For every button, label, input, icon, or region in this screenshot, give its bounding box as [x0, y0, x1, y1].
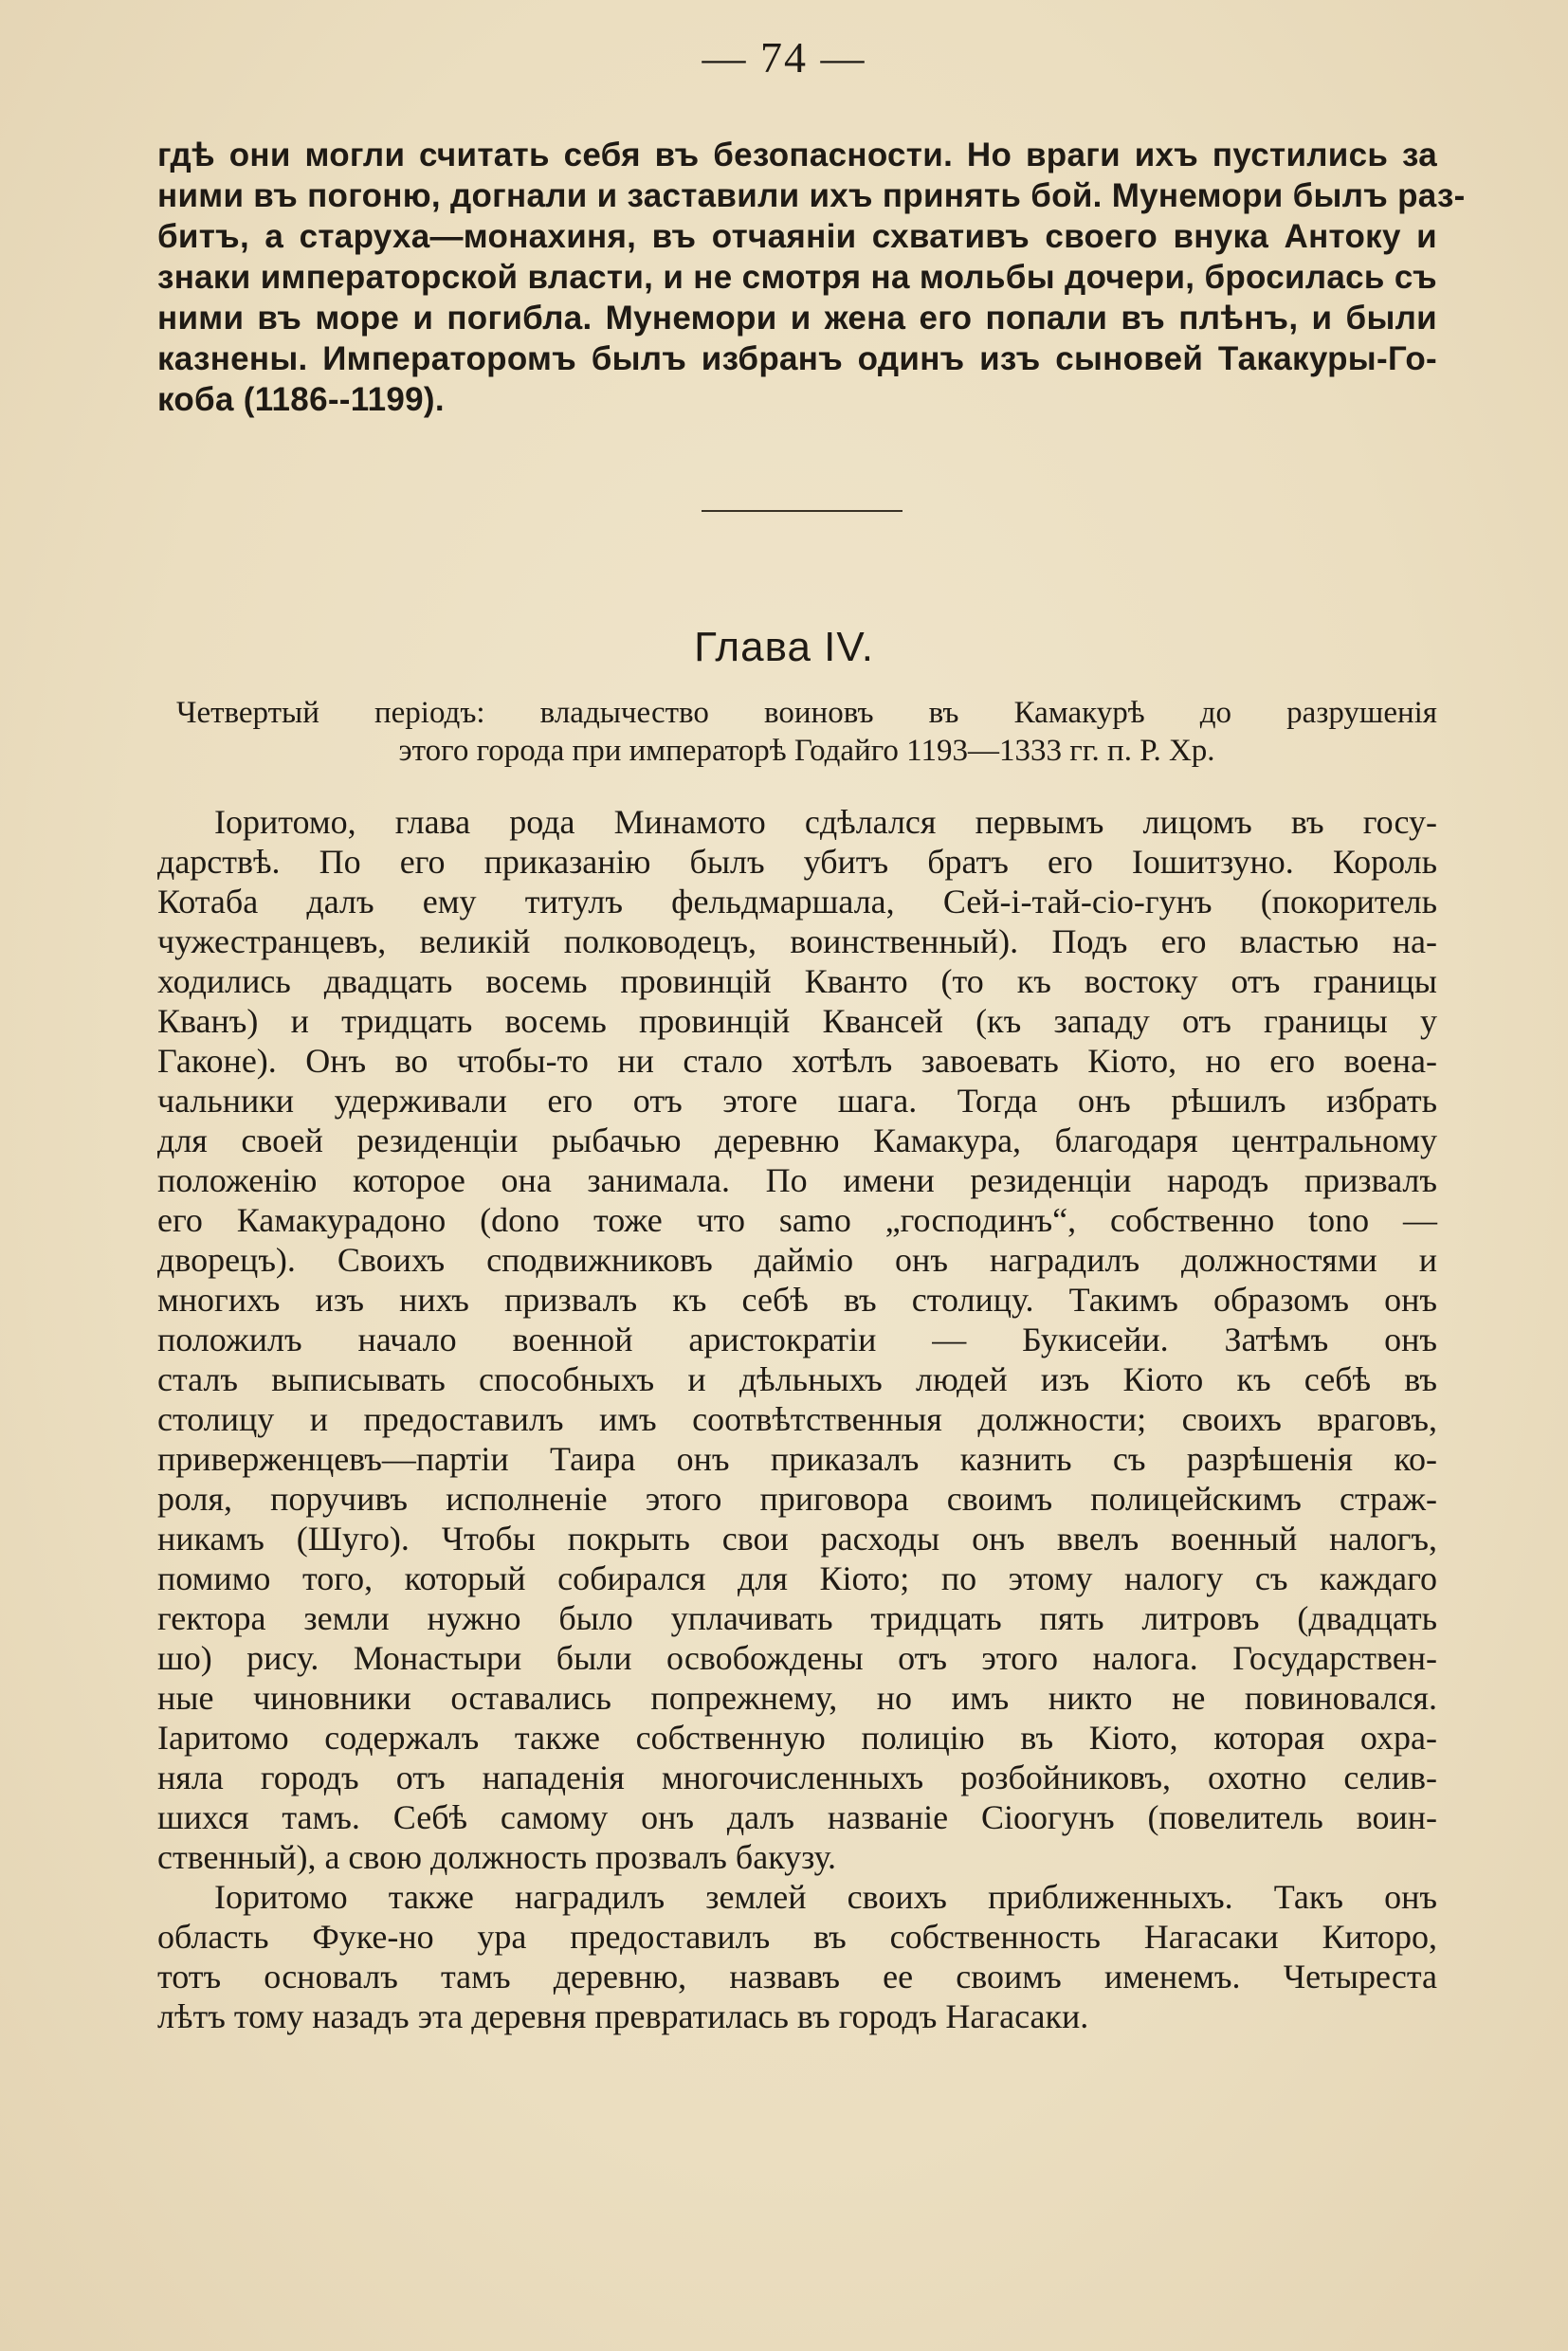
text-line: гектора земли нужно было уплачивать тридцать пять литровъ (двадцать	[157, 1599, 1437, 1637]
subtitle-line: этого города при императорѣ Годайго 1193—1333 гг. п. Р. Хр.	[398, 734, 1215, 768]
previous-paragraph	[157, 135, 1466, 420]
text-line: роля, поручивъ исполненіе этого приговора своимъ полицейскимъ страж-	[157, 1480, 1437, 1518]
text-line: столицу и предоставилъ имъ соотвѣтственныя должности; своихъ враговъ,	[157, 1400, 1437, 1438]
text-line: Кванъ) и тридцать восемь провинцій Квансей (къ западу отъ границы у	[157, 1002, 1437, 1040]
text-line: коба (1186--1199).	[157, 381, 445, 418]
text-line: Котаба далъ ему титулъ фельдмаршала, Сей-і-тай-сіо-гунъ (покоритель	[157, 883, 1437, 920]
page-number: — 74 —	[702, 33, 866, 82]
text-line: его Камакурадоно (dono тоже что samo „господинъ“, собственно tono —	[157, 1201, 1437, 1239]
text-line: чужестранцевъ, великій полководецъ, воинственный). Подъ его властью на-	[157, 922, 1437, 960]
text-line: многихъ изъ нихъ призвалъ къ себѣ въ столицу. Такимъ образомъ онъ	[157, 1281, 1437, 1319]
text-line: тотъ основалъ тамъ деревню, назвавъ ее своимъ именемъ. Четыреста	[157, 1958, 1437, 1996]
text-line: Іоритомо, глава рода Минамото сдѣлался первымъ лицомъ въ госу-	[214, 803, 1437, 841]
text-line: чальники удерживали его отъ этоге шага. Тогда онъ рѣшилъ избрать	[157, 1082, 1437, 1120]
text-line: битъ, а старуха—монахиня, въ отчаяніи схвативъ своего внука Антоку и	[157, 218, 1437, 255]
text-line: ственный), а свою должность прозвалъ бакузу.	[157, 1838, 837, 1876]
text-line: ные чиновники оставались попрежнему, но имъ никто не повиновался.	[157, 1679, 1437, 1717]
text-line: положилъ начало военной аристократіи — Букисейи. Затѣмъ онъ	[157, 1321, 1437, 1358]
text-line: лѣтъ тому назадъ эта деревня превратилась въ городъ Нагасаки.	[157, 1997, 1089, 2035]
chapter-subtitle	[176, 694, 1437, 770]
section-divider	[702, 510, 903, 512]
text-line: дарствѣ. По его приказанію былъ убитъ братъ его Іошитзуно. Король	[157, 843, 1437, 881]
text-line: сталъ выписывать способныхъ и дѣльныхъ людей изъ Кіото къ себѣ въ	[157, 1360, 1437, 1398]
chapter-title: Глава IV.	[694, 624, 874, 670]
text-line: никамъ (Шуго). Чтобы покрыть свои расходы онъ ввелъ военный налогъ,	[157, 1520, 1437, 1558]
subtitle-line: Четвертый періодъ: владычество воиновъ въ Камакурѣ до разрушенія	[176, 696, 1437, 730]
text-line: казнены. Императоромъ былъ избранъ одинъ изъ сыновей Такакуры-Го-	[157, 340, 1437, 377]
text-line: няла городъ отъ нападенія многочисленныхъ розбойниковъ, охотно селив-	[157, 1759, 1437, 1796]
paragraph-1	[157, 802, 1437, 1877]
text-line: ними въ погоню, догнали и заставили ихъ принять бой. Мунемори былъ раз-	[157, 177, 1466, 214]
text-line: шихся тамъ. Себѣ самому онъ далъ названіе Сіоогунъ (повелитель воин-	[157, 1798, 1437, 1836]
text-line: гдѣ они могли считать себя въ безопасности. Но враги ихъ пустились за	[157, 137, 1437, 173]
text-line: область Фуке-но ура предоставилъ въ собственность Нагасаки Киторо,	[157, 1918, 1437, 1956]
text-line: помимо того, который собирался для Кіото; по этому налогу съ каждаго	[157, 1559, 1437, 1597]
paragraph-2	[157, 1877, 1437, 2036]
text-line: Гаконе). Онъ во чтобы-то ни стало хотѣлъ завоевать Кіото, но его воена-	[157, 1042, 1437, 1080]
text-line: приверженцевъ—партіи Таира онъ приказалъ казнить съ разрѣшенія ко-	[157, 1440, 1437, 1478]
chapter-body	[157, 802, 1437, 2036]
text-line: ними въ море и погибла. Мунемори и жена его попали въ плѣнъ, и были	[157, 300, 1437, 337]
text-line: шо) рису. Монастыри были освобождены отъ этого налога. Государствен-	[157, 1639, 1437, 1677]
text-line: Іоритомо также наградилъ землей своихъ приближенныхъ. Такъ онъ	[214, 1878, 1437, 1916]
text-line: знаки императорской власти, и не смотря на мольбы дочери, бросилась съ	[157, 259, 1437, 296]
text-line: ходились двадцать восемь провинцій Кванто (то къ востоку отъ границы	[157, 962, 1437, 1000]
text-line: дворецъ). Своихъ сподвижниковъ дайміо онъ наградилъ должностями и	[157, 1241, 1437, 1279]
text-line: Іаритомо содержалъ также собственную полицію въ Кіото, которая охра-	[157, 1719, 1437, 1757]
text-line: для своей резиденціи рыбачью деревню Камакура, благодаря центральному	[157, 1121, 1437, 1159]
text-line: положенію которое она занимала. По имени резиденціи народъ призвалъ	[157, 1161, 1437, 1199]
